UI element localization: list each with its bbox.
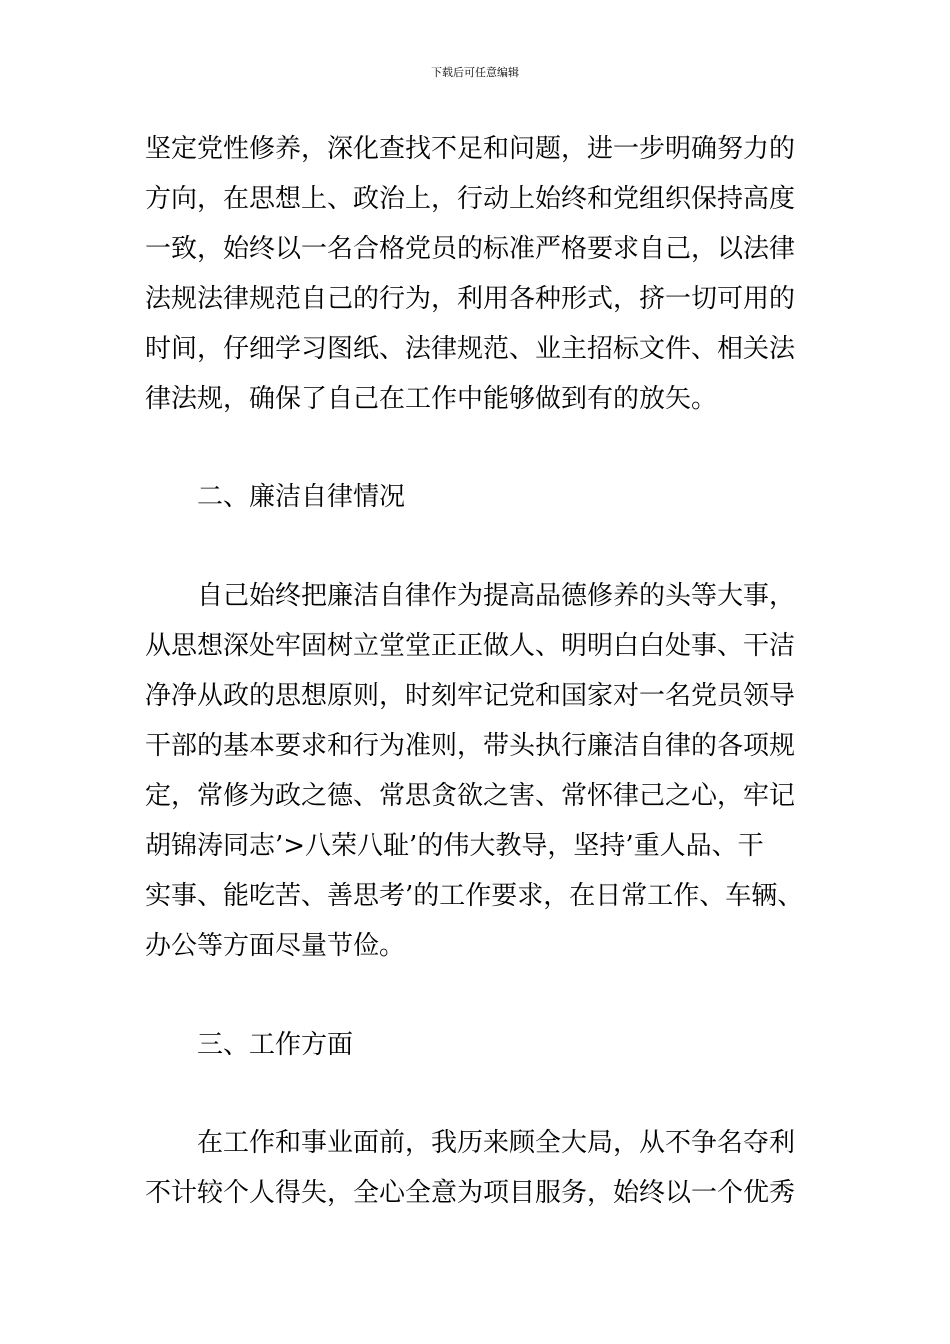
text-line: 胡锦涛同志’>八荣八耻’的伟大教导，坚持’重人品、干: [145, 831, 764, 861]
text-line: 自己始终把廉洁自律作为提高品德修养的头等大事，: [197, 581, 796, 611]
text-line: 时间，仔细学习图纸、法律规范、业主招标文件、相关法: [145, 334, 796, 364]
text-line: 方向，在思想上、政治上，行动上始终和党组织保持高度: [145, 184, 796, 214]
text-line: 实事、能吃苦、善思考’的工作要求，在日常工作、车辆、: [145, 881, 804, 911]
text-line: 净净从政的思想原则，时刻牢记党和国家对一名党员领导: [145, 681, 796, 711]
text-line: 律法规，确保了自己在工作中能够做到有的放矢。: [145, 384, 718, 414]
text-line: 三、工作方面: [197, 1030, 354, 1060]
text-line: 在工作和事业面前，我历来顾全大局，从不争名夺利: [197, 1128, 796, 1158]
text-line: 不计较个人得失，全心全意为项目服务，始终以一个优秀: [145, 1178, 796, 1208]
header-note: 下载后可任意编辑: [431, 66, 519, 79]
text-line: 二、廉洁自律情况: [197, 482, 406, 512]
text-line: 从思想深处牢固树立堂堂正正做人、明明白白处事、干洁: [145, 631, 796, 661]
text-line: 坚定党性修养，深化查找不足和问题，进一步明确努力的: [145, 134, 796, 164]
text-line: 法规法律规范自己的行为，利用各种形式，挤一切可用的: [145, 284, 796, 314]
text-line: 干部的基本要求和行为准则，带头执行廉洁自律的各项规: [145, 731, 796, 761]
text-line: 定，常修为政之德、常思贪欲之害、常怀律己之心，牢记: [145, 781, 796, 811]
text-line: 办公等方面尽量节俭。: [145, 931, 406, 961]
text-line: 一致，始终以一名合格党员的标准严格要求自己，以法律: [145, 234, 796, 264]
